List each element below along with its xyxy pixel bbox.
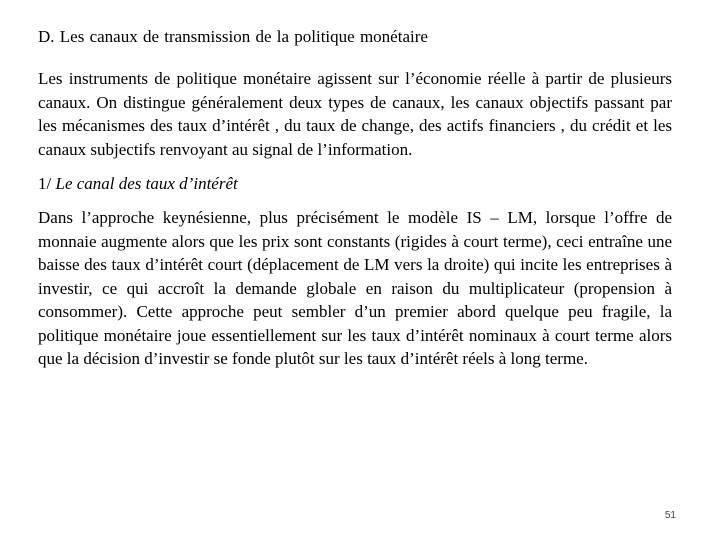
subsection-number: 1/	[38, 174, 52, 193]
page-number: 51	[664, 510, 676, 521]
subsection-title: Le canal des taux d’intérêt	[55, 174, 238, 193]
slide-content	[38, 26, 672, 371]
subsection-paragraph: Dans l’approche keynésienne, plus précisément le modèle IS – LM, lorsque l’offre de monnaie augmente alors que les prix sont constants (rigides à court terme), ceci entraîne une baisse des taux d’intérêt court (déplacement de LM vers la droite) qui incite les entreprises à investir, ce qui accroît la demande globale en raison du multiplicateur (propension à consommer). Cette approche peut sembler d’un premier abord quelque peu fragile, la politique monétaire joue essentiellement sur les taux d’intérêt nominaux à court terme alors que la décision d’investir se fonde plutôt sur les taux d’intérêt réels à long terme.	[38, 208, 672, 368]
subsection-heading	[38, 173, 672, 195]
intro-paragraph: Les instruments de politique monétaire agissent sur l’économie réelle à partir de plusieurs canaux. On distingue généralement deux types de canaux, les canaux objectifs passant par les mécanismes des taux d’intérêt , du taux de change, des actifs financiers , du crédit et les canaux subjectifs renvoyant au signal de l’information.	[38, 69, 672, 159]
section-heading: D. Les canaux de transmission de la politique monétaire	[38, 27, 428, 46]
